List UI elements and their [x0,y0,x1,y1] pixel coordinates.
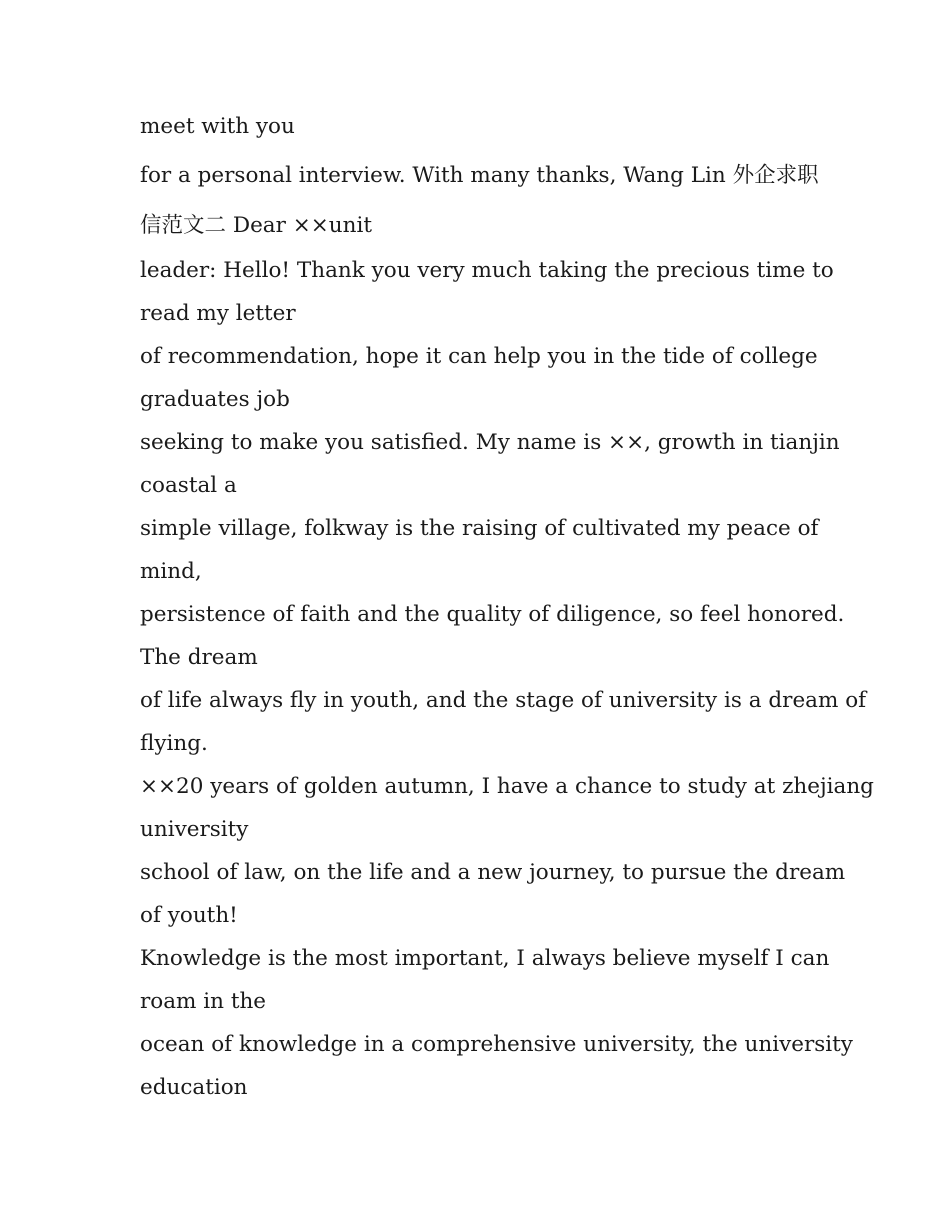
text-line: for a personal interview. With many thanks, Wang Lin 外企求职 [140,163,819,188]
text-line: of recommendation, hope it can help you in the tide of college [140,344,818,369]
text-line: read my letter [140,301,296,326]
text-line: of youth! [140,903,238,928]
text-line: leader: Hello! Thank you very much taking the precious time to [140,258,834,283]
text-line: persistence of faith and the quality of diligence, so feel honored. [140,602,845,627]
text-line: Knowledge is the most important, I always believe myself I can [140,946,830,971]
text-line: ××20 years of golden autumn, I have a chance to study at zhejiang [140,774,874,799]
text-line: mind, [140,559,202,584]
text-line: school of law, on the life and a new journey, to pursue the dream [140,860,846,885]
text-line: graduates job [140,387,290,412]
text-line: flying. [140,731,208,756]
text-line: meet with you [140,114,295,139]
text-line: roam in the [140,989,267,1014]
text-line: ocean of knowledge in a comprehensive university, the university [140,1032,853,1057]
text-line: 信范文二 Dear ××unit [140,213,372,238]
text-line: The dream [140,645,258,670]
text-line: simple village, folkway is the raising of cultivated my peace of [140,516,819,541]
text-line: coastal a [140,473,237,498]
text-line: university [140,817,249,842]
text-line: education [140,1075,248,1100]
text-line: of life always fly in youth, and the stage of university is a dream of [140,688,867,713]
text-line: seeking to make you satisfied. My name is ××, growth in tianjin [140,430,840,455]
letter-body [140,105,874,1109]
